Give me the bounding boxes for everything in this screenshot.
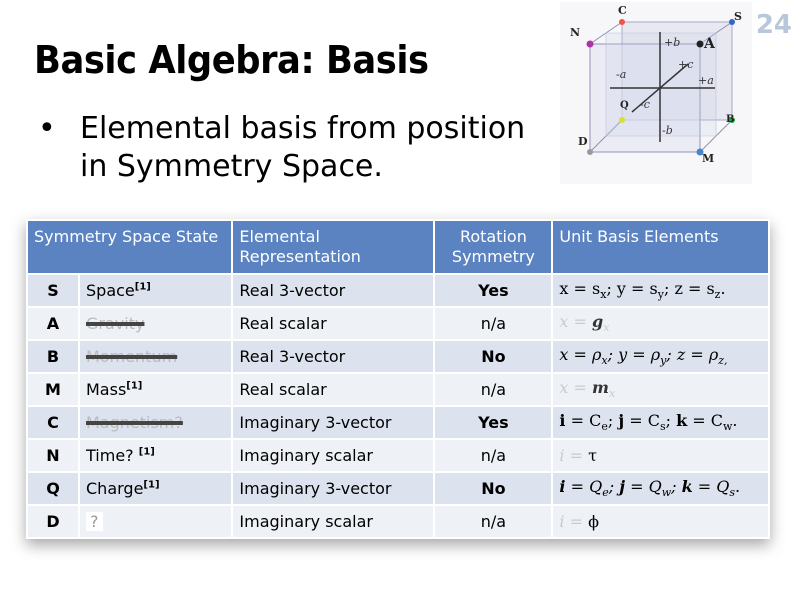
unit-basis: i = τ <box>553 440 768 471</box>
table-row <box>28 308 768 339</box>
state-name: Space[1] <box>80 275 231 306</box>
header-representation: Elemental Representation <box>233 221 433 273</box>
header-rotation: Rotation Symmetry <box>435 221 551 273</box>
unit-basis: $i = C_e$; $j = C_s$; $k = C_w$. <box>553 407 768 438</box>
axis-minus-c: -c <box>640 98 650 111</box>
state-code: D <box>28 506 78 537</box>
table-row <box>28 275 768 306</box>
rotation-symmetry: No <box>435 341 551 372</box>
label-q: Q <box>620 100 629 111</box>
bullet-point <box>38 110 558 186</box>
table-row <box>28 374 768 405</box>
state-name: ? <box>80 506 231 537</box>
rotation-symmetry: No <box>435 473 551 504</box>
label-d: D <box>578 135 588 148</box>
state-code: S <box>28 275 78 306</box>
axis-plus-c: +c <box>678 58 694 71</box>
label-m: M <box>702 152 715 165</box>
axis-plus-b: +b <box>664 36 681 49</box>
table-row <box>28 407 768 438</box>
rotation-symmetry: n/a <box>435 374 551 405</box>
representation: Imaginary scalar <box>233 440 433 471</box>
slide-number: 24 <box>755 10 792 40</box>
slide-title: Basic Algebra: Basis <box>34 38 429 82</box>
basis-table <box>26 219 770 539</box>
label-c: C <box>618 4 627 17</box>
representation: Real scalar <box>233 374 433 405</box>
unit-basis: $i = Q_e$; $j = Q_w$; $k = Q_s$. <box>553 473 768 504</box>
state-name: Mass[1] <box>80 374 231 405</box>
label-s: S <box>734 10 742 23</box>
state-code: A <box>28 308 78 339</box>
rotation-symmetry: n/a <box>435 308 551 339</box>
state-name: Charge[1] <box>80 473 231 504</box>
unit-basis: $x = m_x$ <box>553 374 768 405</box>
label-n: N <box>570 26 581 39</box>
rotation-symmetry: n/a <box>435 506 551 537</box>
representation: Real 3-vector <box>233 275 433 306</box>
axis-minus-a: -a <box>616 68 627 81</box>
state-name: Momentum <box>80 341 231 372</box>
representation: Real scalar <box>233 308 433 339</box>
state-code: N <box>28 440 78 471</box>
table-header-row <box>28 221 768 273</box>
representation: Imaginary 3-vector <box>233 473 433 504</box>
representation: Imaginary 3-vector <box>233 407 433 438</box>
header-state: Symmetry Space State <box>28 221 231 273</box>
representation: Real 3-vector <box>233 341 433 372</box>
unit-basis: $x = s_x$; $y = s_y$; $z = s_z$. <box>553 275 768 306</box>
state-code: M <box>28 374 78 405</box>
state-code: C <box>28 407 78 438</box>
rotation-symmetry: n/a <box>435 440 551 471</box>
state-name: Magnetism? <box>80 407 231 438</box>
table-row <box>28 341 768 372</box>
state-code: B <box>28 341 78 372</box>
unit-basis: $x = \rho_x$; $y = \rho_y$; $z = \rho_{z,}$ <box>553 341 768 372</box>
bullet-text: Elemental basis from position in Symmetry Space. <box>80 111 526 184</box>
rotation-symmetry: Yes <box>435 275 551 306</box>
label-b: B <box>726 114 735 125</box>
unit-basis: $x = g_x$ <box>553 308 768 339</box>
axis-minus-b: -b <box>662 124 673 137</box>
state-code: Q <box>28 473 78 504</box>
state-name: Time? [1] <box>80 440 231 471</box>
label-a: A <box>704 36 715 52</box>
unit-basis: i = ϕ <box>553 506 768 537</box>
table-row <box>28 440 768 471</box>
cube-diagram <box>560 2 752 184</box>
table-row <box>28 473 768 504</box>
state-name: Gravity <box>80 308 231 339</box>
bullet-marker: • <box>38 111 56 146</box>
header-unit-basis: Unit Basis Elements <box>553 221 768 273</box>
axis-plus-a: +a <box>698 74 714 87</box>
table-row <box>28 506 768 537</box>
symmetry-cube-figure <box>560 2 752 184</box>
representation: Imaginary scalar <box>233 506 433 537</box>
rotation-symmetry: Yes <box>435 407 551 438</box>
